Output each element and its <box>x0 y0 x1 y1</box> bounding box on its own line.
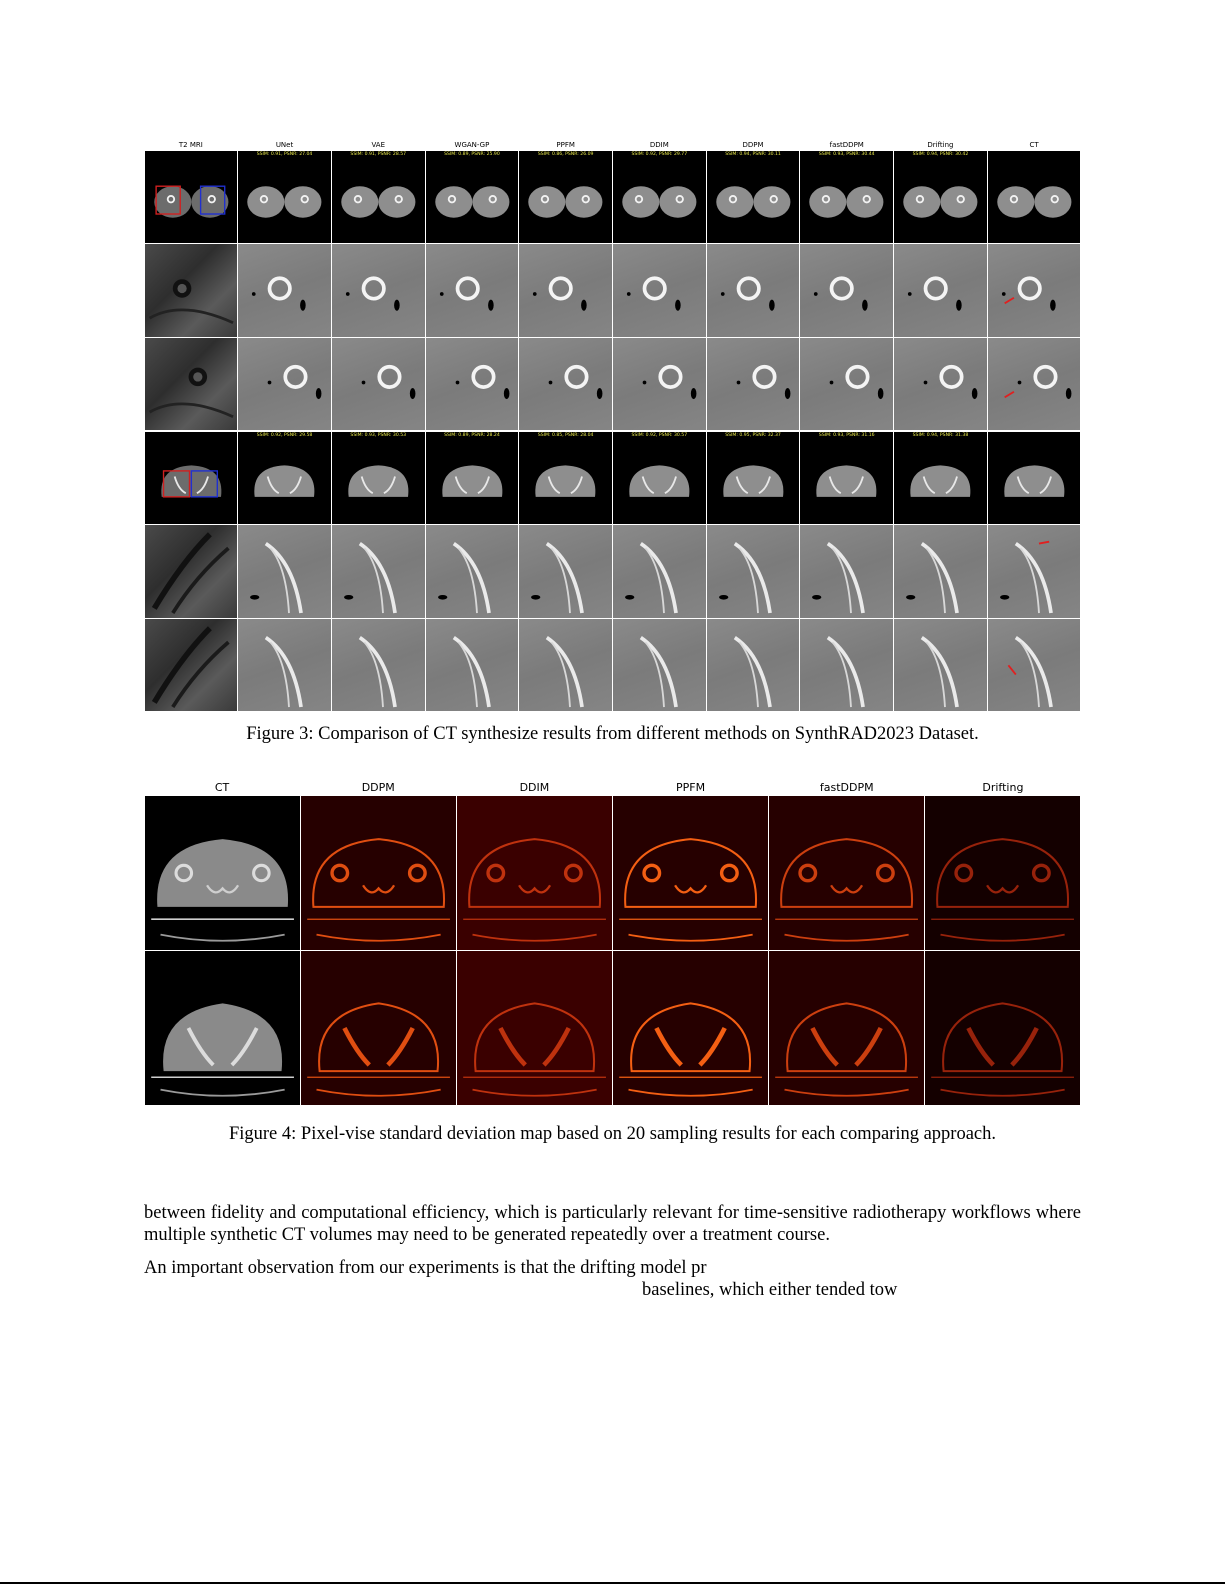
ssim-psnr-label: SSIM: 0.91, PSNR: 27.04 <box>256 151 313 157</box>
figure-3-column-header: VAE <box>371 141 386 149</box>
ct-zoom-image <box>426 338 519 431</box>
ct-zoom-image <box>332 525 425 618</box>
scan-drawing <box>988 525 1081 618</box>
std-deviation-map <box>769 951 924 1105</box>
ssim-psnr-label: SSIM: 0.89, PSNR: 25.90 <box>444 151 500 157</box>
ct-zoom-image <box>707 244 800 337</box>
figure-4-column-headers <box>144 781 1081 795</box>
ct-zoom-image <box>894 619 987 712</box>
std-deviation-map <box>301 796 456 950</box>
figure-4-column-header: CT <box>214 781 230 794</box>
figure-3-column-header: UNet <box>275 141 294 149</box>
scan-drawing <box>769 796 924 950</box>
ct-overview-image <box>894 151 987 244</box>
ssim-psnr-label: SSIM: 0.94, PSNR: 30.42 <box>912 151 969 157</box>
scan-drawing <box>301 951 456 1105</box>
scan-drawing <box>613 951 768 1105</box>
std-deviation-map <box>457 796 612 950</box>
scan-drawing <box>800 244 893 337</box>
ssim-psnr-label: SSIM: 0.92, PSNR: 29.77 <box>631 151 688 157</box>
scan-drawing <box>145 796 300 950</box>
scan-drawing <box>238 244 331 337</box>
ct-zoom-image <box>707 338 800 431</box>
ct-zoom-image <box>988 619 1081 712</box>
scan-drawing <box>332 619 425 712</box>
scan-drawing <box>894 151 987 244</box>
ct-overview-image <box>800 151 893 244</box>
ssim-psnr-label: SSIM: 0.93, PSNR: 31.16 <box>818 432 875 438</box>
figure-3-column-header: WGAN-GP <box>454 141 490 149</box>
ct-zoom-image <box>613 244 706 337</box>
scan-drawing <box>519 151 612 244</box>
scan-drawing <box>613 619 706 712</box>
scan-drawing <box>519 619 612 712</box>
ct-zoom-image <box>238 525 331 618</box>
scan-drawing <box>613 151 706 244</box>
ct-overview-image <box>519 151 612 244</box>
figure-4-column-header: DDPM <box>361 781 395 794</box>
scan-drawing <box>769 951 924 1105</box>
ct-zoom-image <box>800 525 893 618</box>
ct-zoom-image <box>332 619 425 712</box>
ct-overview-image <box>426 432 519 525</box>
ssim-psnr-label: SSIM: 0.92, PSNR: 30.57 <box>631 432 688 438</box>
scan-drawing <box>426 525 519 618</box>
figure-3-column-header: DDIM <box>649 141 669 149</box>
scan-drawing <box>332 432 425 525</box>
scan-drawing <box>332 244 425 337</box>
scan-drawing <box>426 432 519 525</box>
ct-zoom-image <box>332 244 425 337</box>
figure-4 <box>144 781 1081 1105</box>
scan-drawing <box>332 151 425 244</box>
figure-3-column-header: DDPM <box>742 141 764 149</box>
figure-3 <box>144 140 1081 712</box>
ssim-psnr-label: SSIM: 0.94, PSNR: 31.38 <box>912 432 969 438</box>
scan-drawing <box>894 619 987 712</box>
scan-drawing <box>707 151 800 244</box>
mri-zoom-image <box>145 244 238 337</box>
figure-4-image-grid <box>144 795 1081 1105</box>
scan-drawing <box>145 432 238 525</box>
scan-drawing <box>707 432 800 525</box>
ct-zoom-image <box>613 525 706 618</box>
scan-drawing <box>145 951 300 1105</box>
ct-zoom-image <box>238 244 331 337</box>
scan-drawing <box>457 796 612 950</box>
ct-overview-image <box>707 151 800 244</box>
scan-drawing <box>301 796 456 950</box>
std-deviation-map <box>457 951 612 1105</box>
scan-drawing <box>988 619 1081 712</box>
ssim-psnr-label: SSIM: 0.95, PSNR: 32.37 <box>725 432 781 438</box>
ct-zoom-image <box>988 338 1081 431</box>
mri-zoom-image <box>145 525 238 618</box>
figure-3-caption: Figure 3: Comparison of CT synthesize results from different methods on SynthRAD2023 Dataset. <box>246 724 979 744</box>
scan-drawing <box>925 796 1080 950</box>
body-paragraph-1: between fidelity and computational efficiency, which is particularly relevant for time-sensitive radiotherapy workflows where multiple synthetic CT volumes may need to be generated repeatedly over a treatment course. <box>144 1203 1081 1245</box>
scan-drawing <box>800 432 893 525</box>
figure-3-column-header: Drifting <box>927 141 954 149</box>
scan-drawing <box>238 338 331 431</box>
ct-zoom-image <box>613 619 706 712</box>
ct-overview-image <box>145 432 238 525</box>
std-deviation-map <box>301 951 456 1105</box>
scan-drawing <box>894 244 987 337</box>
figure-3-column-header: fastDDPM <box>829 141 864 149</box>
figure-4-column-header: PPFM <box>676 781 706 794</box>
ct-zoom-image <box>988 525 1081 618</box>
ct-overview-image <box>707 432 800 525</box>
scan-drawing <box>707 525 800 618</box>
page-bottom-rule <box>0 1582 1225 1584</box>
figure-4-column-header: DDIM <box>519 781 550 794</box>
scan-drawing <box>707 619 800 712</box>
std-deviation-map <box>613 951 768 1105</box>
mri-zoom-image <box>145 338 238 431</box>
scan-drawing <box>800 338 893 431</box>
ct-zoom-image <box>894 525 987 618</box>
scan-drawing <box>894 338 987 431</box>
scan-drawing <box>238 432 331 525</box>
scan-drawing <box>613 338 706 431</box>
scan-drawing <box>145 338 238 431</box>
scan-drawing <box>925 951 1080 1105</box>
scan-drawing <box>613 796 768 950</box>
scan-drawing <box>145 151 238 244</box>
ct-zoom-image <box>332 338 425 431</box>
ct-reference-image <box>145 951 300 1105</box>
figure-4-caption: Figure 4: Pixel-vise standard deviation map based on 20 sampling results for each comparing approach. <box>228 1124 997 1144</box>
scan-drawing <box>332 338 425 431</box>
ct-zoom-image <box>707 619 800 712</box>
ct-zoom-image <box>426 525 519 618</box>
scan-drawing <box>238 619 331 712</box>
scan-drawing <box>613 432 706 525</box>
figure-3-column-header: PPFM <box>556 141 575 149</box>
std-deviation-map <box>925 796 1080 950</box>
scan-drawing <box>988 338 1081 431</box>
ssim-psnr-label: SSIM: 0.86, PSNR: 26.09 <box>537 151 594 157</box>
scan-drawing <box>332 525 425 618</box>
scan-drawing <box>800 619 893 712</box>
std-deviation-map <box>925 951 1080 1105</box>
ct-zoom-image <box>426 244 519 337</box>
scan-drawing <box>800 151 893 244</box>
scan-drawing <box>145 619 238 712</box>
ct-overview-image <box>613 432 706 525</box>
scan-drawing <box>145 525 238 618</box>
ct-zoom-image <box>519 525 612 618</box>
ct-zoom-image <box>426 619 519 712</box>
scan-drawing <box>894 432 987 525</box>
ct-zoom-image <box>238 619 331 712</box>
ct-zoom-image <box>800 338 893 431</box>
ct-overview-image <box>145 151 238 244</box>
ct-zoom-image <box>894 338 987 431</box>
ssim-psnr-label: SSIM: 0.93, PSNR: 30.44 <box>818 151 875 157</box>
scan-drawing <box>519 338 612 431</box>
ct-zoom-image <box>988 244 1081 337</box>
scan-drawing <box>988 244 1081 337</box>
ct-zoom-image <box>894 244 987 337</box>
scan-drawing <box>426 244 519 337</box>
ct-zoom-image <box>707 525 800 618</box>
scan-drawing <box>707 244 800 337</box>
scan-drawing <box>613 244 706 337</box>
ct-zoom-image <box>613 338 706 431</box>
ct-overview-image <box>332 432 425 525</box>
scan-drawing <box>707 338 800 431</box>
scan-drawing <box>519 525 612 618</box>
scan-drawing <box>988 151 1081 244</box>
body-paragraph-2-line-1: An important observation from our experiments is that the drifting model pr <box>144 1258 707 1278</box>
scan-drawing <box>238 151 331 244</box>
scan-drawing <box>238 525 331 618</box>
ct-overview-image <box>988 432 1081 525</box>
scan-drawing <box>426 338 519 431</box>
figure-3-image-grid <box>144 150 1081 712</box>
ssim-psnr-label: SSIM: 0.89, PSNR: 28.24 <box>444 432 500 438</box>
scan-drawing <box>145 244 238 337</box>
scan-drawing <box>988 432 1081 525</box>
ct-zoom-image <box>800 619 893 712</box>
std-deviation-map <box>613 796 768 950</box>
ct-overview-image <box>238 432 331 525</box>
ct-overview-image <box>988 151 1081 244</box>
scan-drawing <box>457 951 612 1105</box>
mri-zoom-image <box>145 619 238 712</box>
body-paragraph-2-line-2: baselines, which either tended tow <box>642 1280 898 1300</box>
scan-drawing <box>426 151 519 244</box>
figure-3-column-header: T2 MRI <box>178 141 203 149</box>
scan-drawing <box>800 525 893 618</box>
ssim-psnr-label: SSIM: 0.94, PSNR: 30.11 <box>725 151 781 157</box>
figure-4-column-header: fastDDPM <box>819 781 874 794</box>
scan-drawing <box>613 525 706 618</box>
ct-zoom-image <box>519 338 612 431</box>
scan-drawing <box>519 432 612 525</box>
ct-overview-image <box>238 151 331 244</box>
ssim-psnr-label: SSIM: 0.85, PSNR: 28.04 <box>537 432 594 438</box>
ct-reference-image <box>145 796 300 950</box>
figure-3-column-headers <box>144 140 1081 150</box>
ct-zoom-image <box>519 244 612 337</box>
ct-overview-image <box>332 151 425 244</box>
scan-drawing <box>519 244 612 337</box>
ct-overview-image <box>426 151 519 244</box>
figure-3-column-header: CT <box>1029 141 1039 149</box>
ct-zoom-image <box>238 338 331 431</box>
ct-overview-image <box>613 151 706 244</box>
scan-drawing <box>894 525 987 618</box>
ssim-psnr-label: SSIM: 0.92, PSNR: 29.58 <box>256 432 313 438</box>
ct-overview-image <box>894 432 987 525</box>
figure-4-column-header: Drifting <box>982 781 1024 794</box>
ct-zoom-image <box>800 244 893 337</box>
std-deviation-map <box>769 796 924 950</box>
ct-overview-image <box>800 432 893 525</box>
scan-drawing <box>426 619 519 712</box>
ssim-psnr-label: SSIM: 0.91, PSNR: 28.57 <box>350 151 407 157</box>
ct-overview-image <box>519 432 612 525</box>
ssim-psnr-label: SSIM: 0.93, PSNR: 30.53 <box>350 432 407 438</box>
ct-zoom-image <box>519 619 612 712</box>
